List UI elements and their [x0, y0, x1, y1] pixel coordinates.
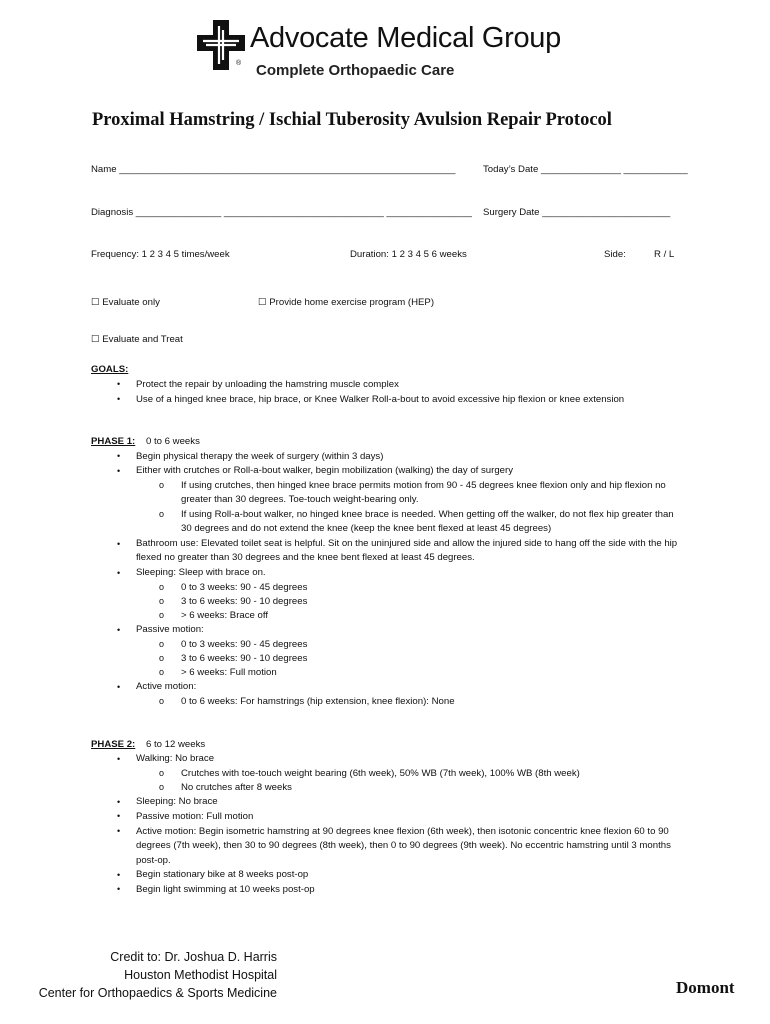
phase2-item: Sleeping: No brace [136, 796, 218, 807]
phase2-item: Begin light swimming at 10 weeks post-op [136, 884, 315, 895]
phase2-item: Active motion: Begin isometric hamstring at 90 degrees knee flexion (6th week), then isotonic concentric knee flexion 60 to 90 degrees (7th week), then 30 to 90 degrees (8th week), then 0 to 90 degrees (9th week). No eccentric hamstring until 3 months post-op. [136, 826, 671, 866]
phase1-item: Active motion: [136, 681, 197, 692]
sub-bullet-icon: o [159, 653, 165, 663]
bullet-icon: • [117, 682, 121, 692]
bullet-icon: • [117, 754, 121, 764]
goals-heading: GOALS: [91, 364, 129, 375]
credit-line: Center for Orthopaedics & Sports Medicine [38, 986, 277, 1000]
goal-item: Use of a hinged knee brace, hip brace, or Knee Walker Roll-a-bout to avoid excessive hip flexion or knee extension [136, 394, 625, 405]
phase2-item: Begin stationary bike at 8 weeks post-op [136, 869, 309, 880]
bullet-icon: • [117, 466, 121, 476]
sub-bullet-icon: o [159, 480, 165, 490]
bullet-icon: • [117, 884, 121, 894]
phase1-item: Either with crutches or Roll-a-bout walker, begin mobilization (walking) the day of surgery [136, 465, 513, 476]
name-field[interactable]: Name _______________________________________________________________ [91, 164, 456, 175]
phase1-item: Bathroom use: Elevated toilet seat is helpful. Sit on the uninjured side and allow the injured side to hang off the side with the hip flexed no greater than 30 degrees and the knee bent flexed at least 45 degrees. [136, 538, 678, 564]
sub-bullet-icon: o [159, 696, 165, 706]
bullet-icon: • [117, 568, 121, 578]
side-label: Side: [604, 249, 626, 260]
bullet-icon: • [117, 379, 121, 389]
phase1-item: Passive motion: [136, 624, 204, 635]
sub-bullet-icon: o [159, 596, 165, 606]
sub-bullet-icon: o [159, 509, 165, 519]
sub-bullet-icon: o [159, 782, 165, 792]
phase1-subitem: If using Roll-a-bout walker, no hinged knee brace is needed. When getting off the walker, do not flex hip greater than 30 degrees and do not extend the knee (keep the knee bent flexed at least 45 degrees) [181, 509, 674, 535]
sub-bullet-icon: o [159, 610, 165, 620]
phase2-subitem: No crutches after 8 weeks [181, 782, 292, 793]
frequency-selector[interactable]: Frequency: 1 2 3 4 5 times/week [91, 249, 230, 260]
phase1-subitem: > 6 weeks: Brace off [181, 610, 269, 621]
watermark-text: Domont [676, 978, 735, 997]
phase1-heading: PHASE 1: [91, 436, 136, 447]
goal-item: Protect the repair by unloading the hamstring muscle complex [136, 379, 399, 390]
bullet-icon: • [117, 539, 121, 549]
phase2-range: 6 to 12 weeks [146, 739, 206, 750]
diagnosis-field[interactable]: Diagnosis ________________ ______________________________ ________________ [91, 207, 472, 218]
side-selector[interactable]: R / L [654, 249, 675, 260]
phase1-range: 0 to 6 weeks [146, 436, 200, 447]
phase1-subitem: If using crutches, then hinged knee brace permits motion from 90 - 45 degrees knee flexion only and hip flexion no greater than 30 degrees. Toe-touch weight-bearing only. [181, 480, 666, 506]
hep-checkbox[interactable]: ☐ Provide home exercise program (HEP) [258, 297, 435, 308]
credit-line: Houston Methodist Hospital [124, 968, 277, 982]
bullet-icon: • [117, 451, 121, 461]
bullet-icon: • [117, 394, 121, 404]
bullet-icon: • [117, 826, 121, 836]
phase2-item: Walking: No brace [136, 753, 215, 764]
sub-bullet-icon: o [159, 667, 165, 677]
phase2-heading: PHASE 2: [91, 739, 136, 750]
phase1-subitem: 0 to 3 weeks: 90 - 45 degrees [181, 582, 308, 593]
duration-selector[interactable]: Duration: 1 2 3 4 5 6 weeks [350, 249, 467, 260]
bullet-icon: • [117, 625, 121, 635]
phase1-subitem: 0 to 3 weeks: 90 - 45 degrees [181, 639, 308, 650]
org-subtitle: Complete Orthopaedic Care [256, 62, 455, 79]
document-title: Proximal Hamstring / Ischial Tuberosity Avulsion Repair Protocol [92, 110, 612, 130]
sub-bullet-icon: o [159, 639, 165, 649]
sub-bullet-icon: o [159, 768, 165, 778]
phase1-subitem: 3 to 6 weeks: 90 - 10 degrees [181, 596, 308, 607]
bullet-icon: • [117, 870, 121, 880]
evaluate-treat-checkbox[interactable]: ☐ Evaluate and Treat [91, 334, 183, 345]
phase2-subitem: Crutches with toe-touch weight bearing (6th week), 50% WB (7th week), 100% WB (8th week) [181, 768, 580, 779]
credit-line: Credit to: Dr. Joshua D. Harris [110, 950, 277, 964]
phase1-subitem: 0 to 6 weeks: For hamstrings (hip extension, knee flexion): None [181, 696, 455, 707]
registered-mark: ® [236, 60, 242, 67]
todays-date-field[interactable]: Today’s Date _______________ ____________ [483, 164, 688, 175]
surgery-date-field[interactable]: Surgery Date ________________________ [483, 207, 671, 218]
credit-block [20, 948, 277, 1002]
phase1-subitem: > 6 weeks: Full motion [181, 667, 277, 678]
evaluate-only-checkbox[interactable]: ☐ Evaluate only [91, 297, 160, 308]
sub-bullet-icon: o [159, 582, 165, 592]
phase1-item: Sleeping: Sleep with brace on. [136, 567, 266, 578]
phase2-item: Passive motion: Full motion [136, 811, 254, 822]
phase1-item: Begin physical therapy the week of surgery (within 3 days) [136, 451, 384, 462]
phase1-subitem: 3 to 6 weeks: 90 - 10 degrees [181, 653, 308, 664]
bullet-icon: • [117, 797, 121, 807]
org-name: Advocate Medical Group [250, 22, 561, 54]
bullet-icon: • [117, 811, 121, 821]
